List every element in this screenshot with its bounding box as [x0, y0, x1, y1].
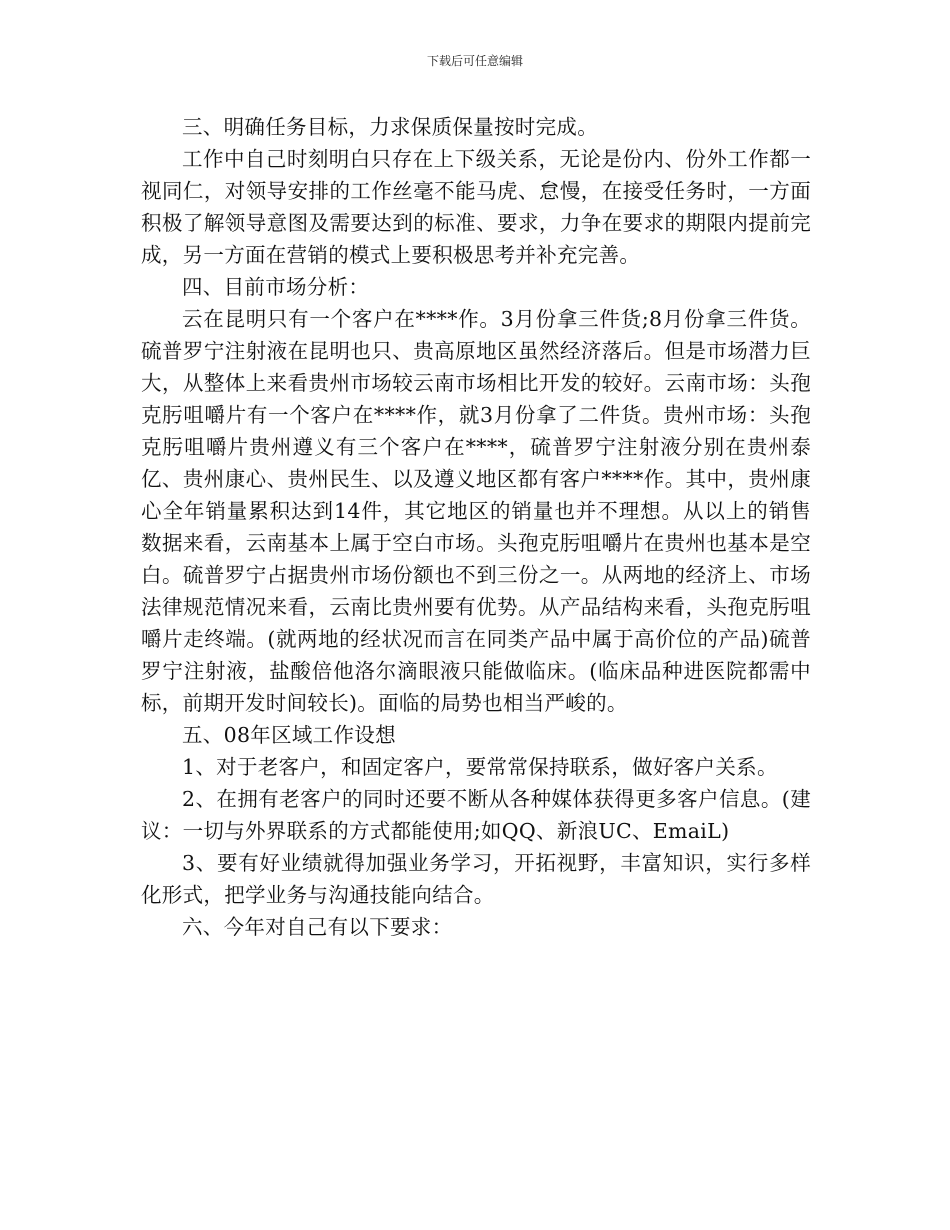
list-item: 3、要有好业绩就得加强业务学习，开拓视野，丰富知识，实行多样化形式，把学业务与沟通技能向结合。 — [141, 851, 811, 907]
body-paragraph: 工作中自己时刻明白只存在上下级关系，无论是份内、份外工作都一视同仁，对领导安排的工作丝毫不能马虎、怠慢，在接受任务时，一方面积极了解领导意图及需要达到的标准、要求，力争在要求的期限内提前完成，另一方面在营销的模式上要积极思考并补充完善。 — [141, 147, 811, 267]
list-item: 2、在拥有老客户的同时还要不断从各种媒体获得更多客户信息。(建议：一切与外界联系的方式都能使用;如QQ、新浪UC、EmaiL) — [141, 787, 811, 843]
section-heading-4: 四、目前市场分析： — [182, 275, 370, 299]
section-heading-3: 三、明确任务目标，力求保质保量按时完成。 — [182, 115, 598, 139]
section-heading-5: 五、08年区域工作设想 — [182, 723, 396, 747]
list-item: 1、对于老客户，和固定客户，要常常保持联系，做好客户关系。 — [182, 755, 778, 779]
document-body — [141, 111, 811, 943]
page-header: 下载后可任意编辑 — [426, 54, 523, 68]
section-heading-6: 六、今年对自己有以下要求： — [182, 915, 453, 939]
body-paragraph: 云在昆明只有一个客户在****作。3月份拿三件货;8月份拿三件货。硫普罗宁注射液在昆明也只、贵高原地区虽然经济落后。但是市场潜力巨大，从整体上来看贵州市场较云南市场相比开发的较好。云南市场：头孢克肟咀嚼片有一个客户在****作，就3月份拿了二件货。贵州市场：头孢克肟咀嚼片贵州遵义有三个客户在****，硫普罗宁注射液分别在贵州泰亿、贵州康心、贵州民生、以及遵义地区都有客户****作。其中，贵州康心全年销量累积达到14件，其它地区的销量也并不理想。从以上的销售数据来看，云南基本上属于空白市场。头孢克肟咀嚼片在贵州也基本是空白。硫普罗宁占据贵州市场份额也不到三份之一。从两地的经济上、市场法律规范情况来看，云南比贵州要有优势。从产品结构来看，头孢克肟咀嚼片走终端。(就两地的经状况而言在同类产品中属于高价位的产品)硫普罗宁注射液，盐酸倍他洛尔滴眼液只能做临床。(临床品种进医院都需中标，前期开发时间较长)。面临的局势也相当严峻的。 — [141, 307, 811, 715]
